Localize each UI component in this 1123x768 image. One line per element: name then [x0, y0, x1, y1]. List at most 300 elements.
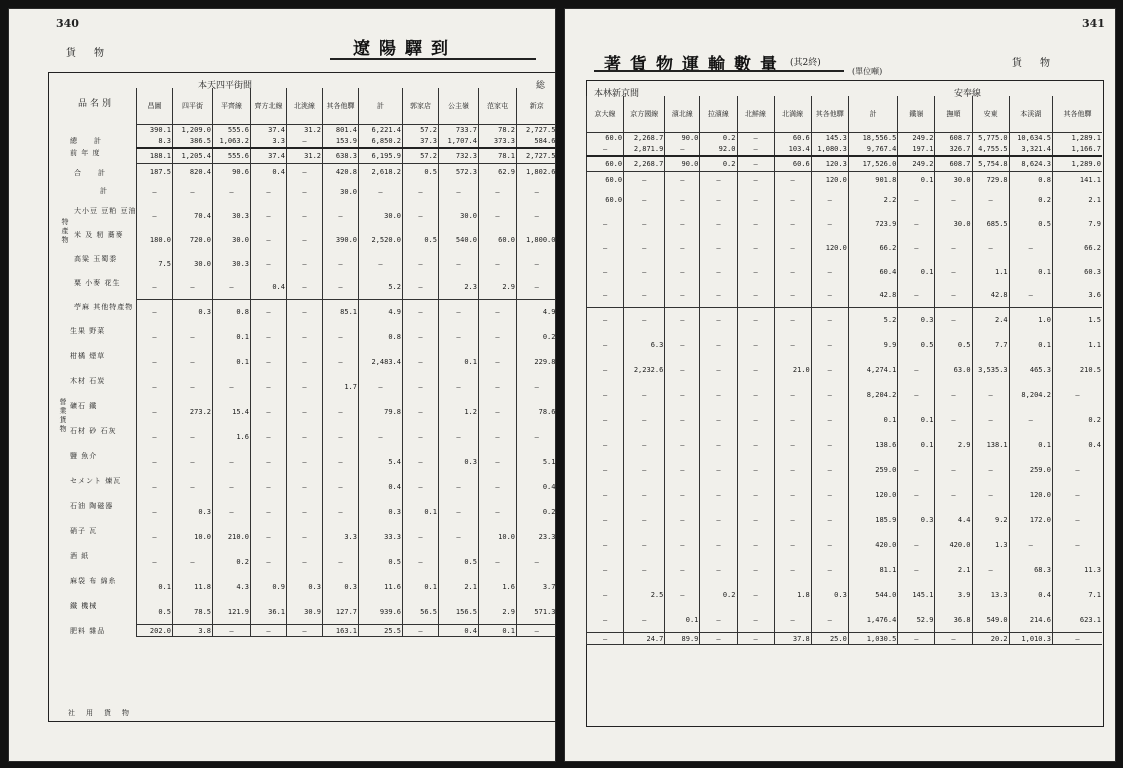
table-cell: 1.3: [972, 533, 1009, 558]
table-cell: —: [517, 276, 557, 300]
table-cell: 0.5: [403, 164, 439, 180]
table-cell: 0.1: [403, 575, 439, 600]
table-cell: —: [403, 325, 439, 350]
title-note: (其2終): [790, 58, 821, 68]
table-cell: 0.2: [517, 500, 557, 525]
table-cell: 2,727.5: [517, 124, 557, 136]
table-cell: —: [323, 425, 359, 450]
table-cell: —: [517, 625, 557, 637]
table-cell: —: [137, 450, 173, 475]
table-cell: —: [774, 383, 811, 408]
table-cell: 20.2: [972, 633, 1009, 645]
table-cell: —: [287, 525, 323, 550]
table-cell: 2.3: [439, 276, 479, 300]
table-cell: —: [700, 358, 737, 383]
table-row: [587, 144, 1103, 156]
table-cell: 138.6: [848, 433, 897, 458]
table-cell: 214.6: [1009, 608, 1052, 633]
table-cell: —: [665, 483, 700, 508]
table-cell: 8,204.2: [1009, 383, 1052, 408]
table-cell: 13.3: [972, 583, 1009, 608]
table-cell: 2,268.7: [624, 156, 665, 172]
table-cell: 249.2: [898, 132, 935, 144]
table-cell: 1.7: [323, 375, 359, 400]
table-cell: 4.9: [517, 300, 557, 325]
table-cell: —: [737, 433, 774, 458]
table-cell: —: [665, 458, 700, 483]
column-header-row-right: [587, 96, 1103, 132]
table-cell: —: [251, 252, 287, 276]
table-cell: 60.6: [774, 156, 811, 172]
table-cell: —: [479, 450, 517, 475]
table-cell: —: [898, 558, 935, 583]
table-cell: —: [700, 383, 737, 408]
table-cell: —: [774, 172, 811, 188]
table-cell: —: [587, 284, 624, 308]
column-header: 北洮線: [287, 88, 323, 124]
table-cell: —: [403, 450, 439, 475]
table-cell: —: [323, 475, 359, 500]
table-cell: —: [1052, 458, 1102, 483]
table-row: [137, 500, 557, 525]
table-cell: —: [1009, 533, 1052, 558]
table-cell: 70.4: [173, 204, 213, 228]
table-cell: 172.0: [1009, 508, 1052, 533]
table-cell: —: [439, 375, 479, 400]
table-cell: —: [587, 308, 624, 333]
page-number-left: 340: [56, 17, 79, 30]
table-cell: 90.0: [665, 156, 700, 172]
table-row: [587, 358, 1103, 383]
table-cell: 2.1: [439, 575, 479, 600]
table-cell: 0.1: [898, 433, 935, 458]
table-cell: —: [359, 375, 403, 400]
table-cell: —: [935, 383, 972, 408]
table-cell: 141.1: [1052, 172, 1102, 188]
table-cell: —: [811, 433, 848, 458]
table-cell: 820.4: [173, 164, 213, 180]
table-row: [137, 425, 557, 450]
table-cell: —: [935, 260, 972, 284]
table-cell: 120.0: [811, 236, 848, 260]
table-cell: 0.3: [173, 500, 213, 525]
table-cell: —: [137, 525, 173, 550]
column-header: 計: [359, 88, 403, 124]
table-cell: 210.5: [1052, 358, 1102, 383]
title-rule-left: [330, 58, 536, 60]
table-cell: 1,010.3: [1009, 633, 1052, 645]
table-cell: 420.0: [935, 533, 972, 558]
table-cell: 5.4: [359, 450, 403, 475]
table-cell: 156.5: [439, 600, 479, 625]
table-cell: 259.0: [848, 458, 897, 483]
table-cell: —: [359, 180, 403, 204]
table-cell: 723.9: [848, 212, 897, 236]
table-cell: 729.8: [972, 172, 1009, 188]
table-cell: 1,166.7: [1052, 144, 1102, 156]
table-cell: 732.3: [439, 148, 479, 164]
table-cell: —: [624, 608, 665, 633]
table-cell: —: [624, 533, 665, 558]
table-cell: —: [251, 350, 287, 375]
table-cell: 0.1: [848, 408, 897, 433]
table-cell: —: [737, 284, 774, 308]
table-row: [137, 252, 557, 276]
table-cell: 92.0: [700, 144, 737, 156]
table-cell: —: [173, 325, 213, 350]
table-cell: 5,754.8: [972, 156, 1009, 172]
table-cell: 0.1: [1009, 433, 1052, 458]
table-cell: —: [700, 212, 737, 236]
data-table-right: [586, 96, 1102, 645]
table-cell: —: [587, 260, 624, 284]
column-header: 鐵嶺: [898, 96, 935, 132]
table-cell: 37.4: [251, 124, 287, 136]
table-cell: —: [700, 236, 737, 260]
table-cell: 544.0: [848, 583, 897, 608]
table-cell: —: [737, 633, 774, 645]
table-cell: —: [137, 400, 173, 425]
table-cell: —: [587, 458, 624, 483]
table-cell: —: [323, 550, 359, 575]
table-cell: —: [137, 550, 173, 575]
table-cell: —: [587, 633, 624, 645]
table-cell: —: [624, 433, 665, 458]
table-cell: 62.9: [479, 164, 517, 180]
table-cell: —: [1052, 633, 1102, 645]
table-cell: —: [439, 500, 479, 525]
table-cell: 1.5: [1052, 308, 1102, 333]
table-cell: 63.0: [935, 358, 972, 383]
table-cell: 2,268.7: [624, 132, 665, 144]
table-cell: 7.1: [1052, 583, 1102, 608]
table-cell: —: [898, 458, 935, 483]
table-cell: —: [665, 172, 700, 188]
table-cell: —: [587, 358, 624, 383]
table-cell: —: [1009, 236, 1052, 260]
table-cell: 0.4: [1009, 583, 1052, 608]
table-cell: —: [137, 180, 173, 204]
table-cell: —: [774, 212, 811, 236]
table-cell: —: [323, 325, 359, 350]
table-cell: 720.0: [173, 228, 213, 252]
table-row: [587, 558, 1103, 583]
table-cell: —: [403, 252, 439, 276]
table-cell: —: [774, 333, 811, 358]
column-header: 郭家店: [403, 88, 439, 124]
table-cell: —: [774, 508, 811, 533]
table-cell: —: [213, 500, 251, 525]
table-row: [587, 608, 1103, 633]
table-cell: —: [323, 350, 359, 375]
row-label: セメント 煉瓦: [70, 477, 122, 485]
table-cell: 3.3: [323, 525, 359, 550]
table-row: [137, 575, 557, 600]
table-cell: —: [737, 132, 774, 144]
table-cell: 7.5: [137, 252, 173, 276]
table-cell: —: [287, 204, 323, 228]
table-cell: —: [972, 458, 1009, 483]
table-cell: 1.2: [439, 400, 479, 425]
table-cell: 120.0: [1009, 483, 1052, 508]
column-header: 北満線: [774, 96, 811, 132]
table-cell: 0.5: [898, 333, 935, 358]
table-cell: —: [213, 475, 251, 500]
table-cell: —: [403, 475, 439, 500]
table-cell: —: [700, 633, 737, 645]
table-cell: —: [935, 236, 972, 260]
left-page: [8, 8, 556, 762]
table-cell: 9.2: [972, 508, 1009, 533]
table-cell: —: [137, 350, 173, 375]
table-cell: —: [737, 408, 774, 433]
table-row: [587, 308, 1103, 333]
item-header: 品名別: [78, 99, 115, 109]
table-cell: —: [173, 425, 213, 450]
row-label: 肥料 雜品: [70, 627, 106, 635]
table-cell: —: [359, 425, 403, 450]
table-cell: —: [898, 212, 935, 236]
table-cell: —: [517, 425, 557, 450]
table-cell: 0.8: [1009, 172, 1052, 188]
table-cell: —: [1009, 408, 1052, 433]
table-cell: —: [173, 475, 213, 500]
table-cell: 127.7: [323, 600, 359, 625]
table-cell: 60.0: [587, 132, 624, 144]
table-cell: —: [479, 475, 517, 500]
table-cell: 420.0: [848, 533, 897, 558]
table-cell: —: [287, 625, 323, 637]
table-row: [137, 180, 557, 204]
table-cell: —: [700, 333, 737, 358]
table-cell: —: [700, 284, 737, 308]
table-cell: 37.4: [251, 148, 287, 164]
table-cell: —: [213, 625, 251, 637]
table-cell: —: [972, 483, 1009, 508]
table-cell: 120.0: [811, 172, 848, 188]
table-cell: —: [774, 188, 811, 212]
table-cell: 8,624.3: [1009, 156, 1052, 172]
table-cell: 0.1: [898, 172, 935, 188]
table-cell: —: [737, 144, 774, 156]
column-header: 撫順: [935, 96, 972, 132]
row-label: 酒 紙: [70, 552, 90, 560]
table-cell: 2,520.0: [359, 228, 403, 252]
table-row: [587, 633, 1103, 645]
table-cell: 0.1: [665, 608, 700, 633]
table-cell: —: [737, 383, 774, 408]
table-cell: 4.3: [213, 575, 251, 600]
table-cell: 623.1: [1052, 608, 1102, 633]
table-cell: —: [665, 433, 700, 458]
table-cell: 0.3: [898, 308, 935, 333]
table-row: [587, 260, 1103, 284]
table-cell: —: [972, 558, 1009, 583]
table-cell: —: [811, 458, 848, 483]
column-header: 濱北線: [665, 96, 700, 132]
table-cell: —: [737, 172, 774, 188]
table-cell: 202.0: [137, 625, 173, 637]
table-cell: —: [137, 500, 173, 525]
table-cell: 138.1: [972, 433, 1009, 458]
table-cell: 60.4: [848, 260, 897, 284]
table-cell: —: [137, 475, 173, 500]
table-cell: —: [700, 172, 737, 188]
table-cell: 6,195.9: [359, 148, 403, 164]
table-cell: 0.5: [359, 550, 403, 575]
table-cell: —: [287, 400, 323, 425]
table-cell: —: [587, 212, 624, 236]
table-cell: —: [811, 188, 848, 212]
table-cell: —: [811, 408, 848, 433]
table-cell: —: [811, 308, 848, 333]
table-cell: —: [251, 425, 287, 450]
table-cell: —: [737, 358, 774, 383]
table-row: [587, 172, 1103, 188]
table-cell: 1.0: [1009, 308, 1052, 333]
table-cell: 3.3: [251, 136, 287, 148]
table-cell: 36.8: [935, 608, 972, 633]
table-cell: —: [479, 500, 517, 525]
table-cell: 57.2: [403, 124, 439, 136]
table-cell: —: [624, 212, 665, 236]
table-cell: —: [898, 633, 935, 645]
table-cell: 30.0: [439, 204, 479, 228]
table-cell: —: [1052, 483, 1102, 508]
table-cell: 52.9: [898, 608, 935, 633]
table-cell: —: [137, 325, 173, 350]
table-cell: 9,767.4: [848, 144, 897, 156]
table-cell: 79.8: [359, 400, 403, 425]
table-cell: 10.0: [173, 525, 213, 550]
table-cell: 2,618.2: [359, 164, 403, 180]
table-cell: 2.4: [972, 308, 1009, 333]
table-cell: —: [323, 450, 359, 475]
table-cell: —: [587, 408, 624, 433]
table-cell: 939.6: [359, 600, 403, 625]
section-label-right: 貨 物: [1012, 58, 1054, 69]
table-cell: 60.0: [479, 228, 517, 252]
row-label: 苧麻 其他特產物: [74, 303, 134, 311]
table-cell: 608.7: [935, 132, 972, 144]
table-cell: 60.3: [1052, 260, 1102, 284]
table-cell: —: [439, 325, 479, 350]
table-cell: —: [173, 180, 213, 204]
header-right-mark: 総: [536, 81, 546, 91]
table-cell: 1,476.4: [848, 608, 897, 633]
table-cell: 42.8: [848, 284, 897, 308]
table-cell: —: [774, 558, 811, 583]
table-cell: —: [517, 375, 557, 400]
table-cell: —: [624, 383, 665, 408]
table-cell: 78.6: [517, 400, 557, 425]
table-cell: —: [251, 300, 287, 325]
table-cell: 7.7: [972, 333, 1009, 358]
table-cell: —: [700, 533, 737, 558]
table-cell: 540.0: [439, 228, 479, 252]
table-cell: 1,209.0: [173, 124, 213, 136]
table-cell: —: [972, 236, 1009, 260]
table-cell: 2.9: [479, 600, 517, 625]
table-cell: 0.2: [700, 583, 737, 608]
table-cell: 0.1: [137, 575, 173, 600]
table-cell: —: [517, 252, 557, 276]
table-cell: 57.2: [403, 148, 439, 164]
table-cell: —: [403, 550, 439, 575]
table-cell: 60.0: [587, 156, 624, 172]
table-row: [137, 276, 557, 300]
table-cell: 30.3: [213, 252, 251, 276]
table-cell: 60.6: [774, 132, 811, 144]
table-cell: —: [287, 500, 323, 525]
table-cell: 90.0: [665, 132, 700, 144]
table-cell: —: [587, 508, 624, 533]
table-cell: 153.9: [323, 136, 359, 148]
table-row: [137, 164, 557, 180]
table-cell: —: [665, 508, 700, 533]
row-label: 硝子 瓦: [70, 527, 98, 535]
table-cell: 1.1: [1052, 333, 1102, 358]
table-cell: 163.1: [323, 625, 359, 637]
table-cell: —: [323, 400, 359, 425]
table-cell: 197.1: [898, 144, 935, 156]
table-cell: 8,204.2: [848, 383, 897, 408]
table-cell: —: [251, 325, 287, 350]
page-number-right: 341: [1082, 17, 1105, 30]
table-row: [587, 236, 1103, 260]
table-cell: —: [898, 236, 935, 260]
table-cell: 210.0: [213, 525, 251, 550]
table-cell: 572.3: [439, 164, 479, 180]
table-cell: 103.4: [774, 144, 811, 156]
column-header: 本渓湖: [1009, 96, 1052, 132]
column-header: 安東: [972, 96, 1009, 132]
table-cell: 42.8: [972, 284, 1009, 308]
table-cell: 4,755.5: [972, 144, 1009, 156]
table-cell: 9.9: [848, 333, 897, 358]
table-row: [137, 475, 557, 500]
row-label: 總 計: [70, 137, 102, 145]
table-cell: —: [737, 236, 774, 260]
table-cell: —: [137, 276, 173, 300]
table-cell: 0.8: [213, 300, 251, 325]
table-cell: 6.3: [624, 333, 665, 358]
table-cell: 608.7: [935, 156, 972, 172]
table-cell: 145.3: [811, 132, 848, 144]
table-cell: —: [287, 276, 323, 300]
header-group-left: 本天四平街間: [198, 81, 253, 91]
table-cell: —: [737, 608, 774, 633]
table-cell: —: [1052, 508, 1102, 533]
row-label: 合 計: [74, 169, 106, 177]
table-cell: 549.0: [972, 608, 1009, 633]
table-row: [587, 533, 1103, 558]
table-cell: —: [700, 508, 737, 533]
table-cell: 0.1: [1009, 333, 1052, 358]
table-cell: —: [403, 300, 439, 325]
table-cell: —: [898, 188, 935, 212]
table-row: [587, 583, 1103, 608]
row-label: 大小豆 豆粕 豆油: [74, 207, 137, 215]
table-cell: 0.5: [935, 333, 972, 358]
row-label: 前 年 度: [70, 149, 101, 157]
table-cell: —: [811, 284, 848, 308]
table-cell: —: [665, 408, 700, 433]
table-cell: 2,483.4: [359, 350, 403, 375]
table-row: [587, 284, 1103, 308]
table-cell: 120.3: [811, 156, 848, 172]
table-cell: —: [811, 533, 848, 558]
